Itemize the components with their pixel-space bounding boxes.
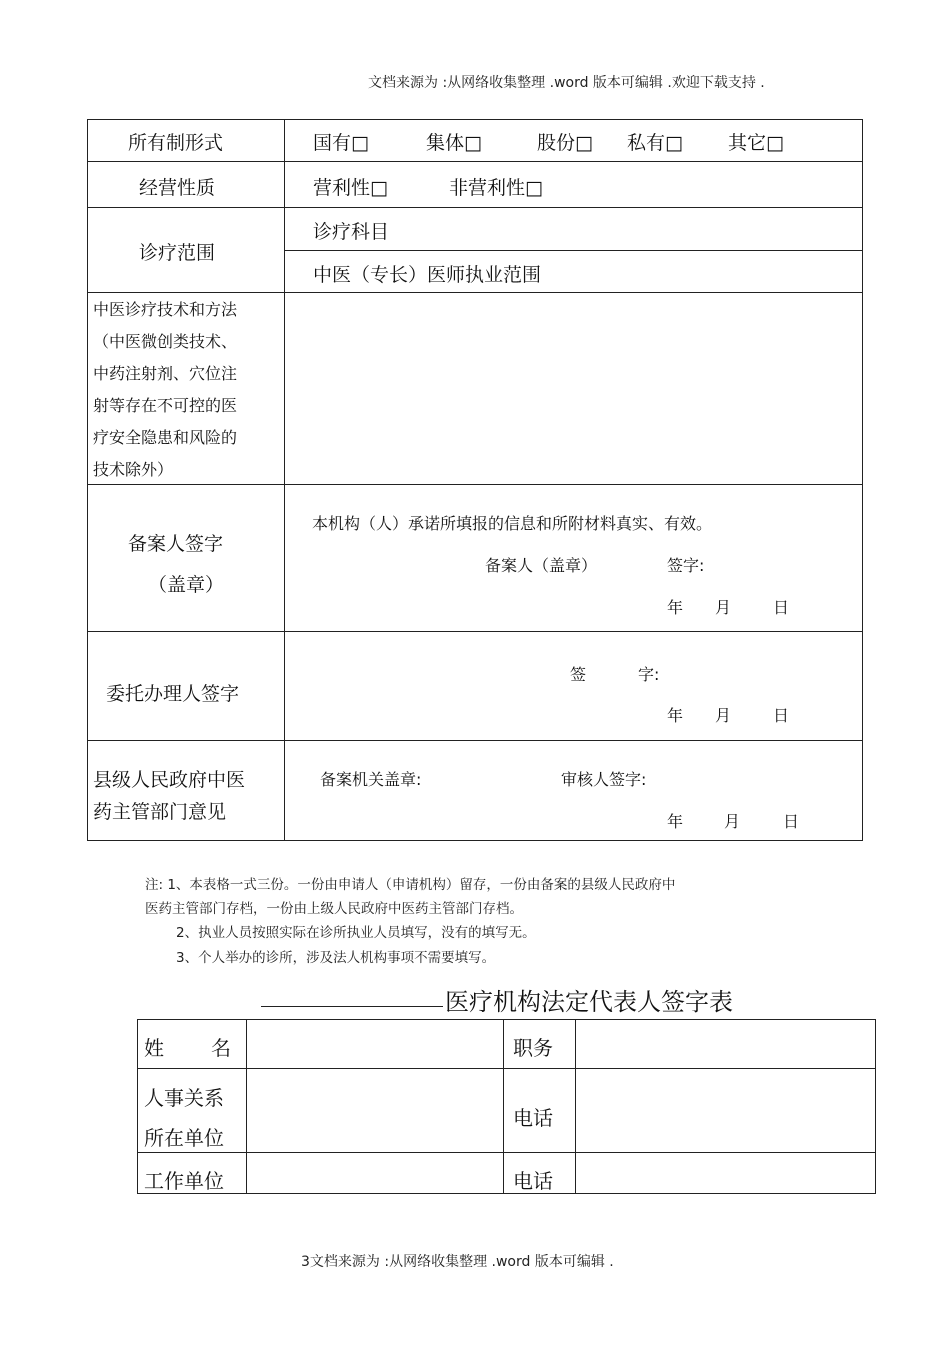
note-line4: 3、个人举办的诊所，涉及法人机构事项不需要填写。 [176, 950, 496, 966]
row-rule [88, 740, 862, 741]
filer-date-day: 日 [773, 598, 790, 617]
tcm-methods-label-line2: （中医微创类技术、 [93, 332, 238, 351]
scope-subjects-label: 诊疗科目 [313, 221, 390, 243]
header-source-note: 文档来源为 :从网络收集整理 .word 版本可编辑 .欢迎下载支持 . [368, 75, 765, 91]
ownership-option-state[interactable]: 国有□ [313, 132, 369, 154]
filer-signature-field[interactable]: 签字: [667, 556, 705, 575]
agent-sign-label: 委托办理人签字 [106, 683, 240, 705]
ownership-option-other[interactable]: 其它□ [728, 132, 784, 154]
row-rule [285, 250, 862, 251]
filer-sign-label: 备案人签字 [128, 533, 224, 555]
footer-source-note: 3文档来源为 :从网络收集整理 .word 版本可编辑 . [301, 1254, 614, 1270]
agency-seal-field[interactable]: 备案机关盖章: [320, 770, 422, 789]
ownership-option-collective[interactable]: 集体□ [426, 132, 482, 154]
table2-rule [138, 1152, 875, 1153]
reviewer-signature-field[interactable]: 审核人签字: [561, 770, 647, 789]
row-rule [88, 484, 862, 485]
ownership-option-shares[interactable]: 股份□ [537, 132, 593, 154]
table2-divider [575, 1020, 576, 1193]
tcm-methods-label-line1: 中医诊疗技术和方法 [93, 300, 238, 319]
county-date-day: 日 [783, 812, 800, 831]
business-nature-label: 经营性质 [139, 177, 216, 199]
note-line1: 注: 1、本表格一式三份。一份由申请人（申请机构）留存，一份由备案的县级人民政府中 [145, 877, 676, 893]
tcm-methods-label-line3: 中药注射剂、穴位注 [93, 364, 238, 383]
note-line3: 2、执业人员按照实际在诊所执业人员填写，没有的填写无。 [176, 925, 536, 941]
phone-label-1: 电话 [513, 1106, 553, 1130]
table-divider [284, 120, 285, 840]
phone-label-2: 电话 [513, 1169, 553, 1193]
county-date-month: 月 [724, 812, 741, 831]
agent-date-year: 年 [667, 706, 684, 725]
note-line2: 医药主管部门存档，一份由上级人民政府中医药主管部门存档。 [145, 901, 523, 917]
tcm-methods-label-line4: 射等存在不可控的医 [93, 396, 238, 415]
hr-unit-label-line1: 人事关系 [144, 1086, 224, 1110]
agent-sign-a: 签 [570, 665, 587, 684]
filer-seal-field-label: 备案人（盖章） [485, 556, 598, 575]
position-label: 职务 [513, 1036, 553, 1060]
table2-divider [246, 1020, 247, 1193]
filer-statement: 本机构（人）承诺所填报的信息和所附材料真实、有效。 [312, 514, 713, 533]
county-opinion-label-line1: 县级人民政府中医 [93, 769, 246, 791]
legal-rep-table [137, 1019, 876, 1194]
hr-unit-label-line2: 所在单位 [144, 1126, 224, 1150]
agent-signature-field[interactable]: 字: [638, 665, 660, 684]
tcm-methods-label-line6: 技术除外） [93, 460, 174, 479]
ownership-label: 所有制形式 [128, 132, 224, 154]
county-opinion-label-line2: 药主管部门意见 [93, 801, 227, 823]
name-label-a: 姓 [144, 1036, 164, 1060]
scope-label: 诊疗范围 [139, 242, 216, 264]
agent-date-month: 月 [715, 706, 732, 725]
row-rule [88, 207, 862, 208]
filer-date-year: 年 [667, 598, 684, 617]
agent-date-day: 日 [773, 706, 790, 725]
table2-rule [138, 1068, 875, 1069]
filer-seal-label: （盖章） [148, 574, 225, 596]
ownership-option-private[interactable]: 私有□ [627, 132, 683, 154]
name-label-b: 名 [211, 1036, 231, 1060]
row-rule [88, 631, 862, 632]
business-option-profit[interactable]: 营利性□ [313, 177, 388, 199]
row-rule [88, 161, 862, 162]
tcm-methods-label-line5: 疗安全隐患和风险的 [93, 428, 238, 447]
filer-date-month: 月 [715, 598, 732, 617]
row-rule [88, 292, 862, 293]
county-date-year: 年 [667, 812, 684, 831]
table2-divider [503, 1020, 504, 1193]
scope-tcm-range-label: 中医（专长）医师执业范围 [313, 264, 542, 286]
tcm-methods-field[interactable] [286, 294, 861, 483]
institution-name-blank[interactable] [261, 1006, 443, 1007]
work-unit-label: 工作单位 [144, 1169, 224, 1193]
business-option-nonprofit[interactable]: 非营利性□ [449, 177, 543, 199]
signature-form-title: 医疗机构法定代表人签字表 [445, 988, 733, 1016]
